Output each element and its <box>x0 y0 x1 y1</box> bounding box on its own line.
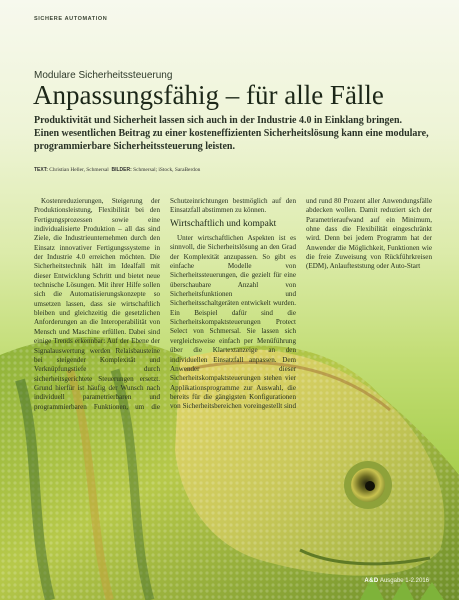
subheading: Wirtschaftlich und kompakt <box>170 218 277 229</box>
magazine-name: A&D <box>364 578 379 584</box>
issue-number: Ausgabe 1-2.2016 <box>379 578 429 584</box>
credit-text-label: TEXT: <box>34 167 48 173</box>
body-paragraph: Unter wirtschaftlichen Aspekten ist es sinnvoll, die Sicherheitslösung an den Grad der Komplexität anzupassen. So gibt es einfache Modelle von Sicherheitssteuerungen, die gezielt für eine überschaubare Anzahl von Sicherheitsfunktionen und Sicherheitsschaltgeräten entwickelt wurden. Ein Beispiel dafür sind die Sicherheitskompaktsteuerungen Protect Select von Schmersal. Sie lassen sich vergleichsweise einfach per Menüführung über die Klartextanzeige an den individuellen Einsatzfall anpassen. Dem Anwender dieser Sicherheitskompaktsteuerungen stehen vier Applikationsprogramme zur Auswahl, die bereits für die gängigsten Konfigurationen von Sicherheitsbereichen voreingestellt sind und rund 80 Prozent aller Anwendungsfälle abdecken wollen. Damit reduziert sich der Parametrieraufwand auf ein Minimum, ohne dass die Flexibilität eingeschränkt wird. Denn bei jedem Programm hat der Anwender die Möglichkeit, Funktionen wie die freie Zuweisung von Rückführkreisen (EDM), Anlaufteststung oder Auto-Start <box>170 197 432 411</box>
section-rubric: SICHERE AUTOMATION <box>34 16 108 22</box>
article-body <box>34 197 432 412</box>
credit-images-value: Schmersal; iStock, SaraBerdon <box>133 167 201 173</box>
credit-text-value: Christian Heller, Schmersal <box>49 167 109 173</box>
article-kicker: Modulare Sicherheitssteuerung <box>34 70 173 81</box>
credit-images-label: BILDER: <box>111 167 132 173</box>
article-credits <box>34 167 434 173</box>
page-footer <box>364 578 429 584</box>
article-lead: Produktivität und Sicherheit lassen sich auch in der Industrie 4.0 in Einklang bringen. Einen wesentlichen Beitrag zu einer kosteneffizienten Sicherheitslösung kann eine modulare, programmierbare Sicherheitssteuerung leisten. <box>34 115 429 152</box>
body-paragraph: Kostenreduzierungen, Steigerung der Produktionsleistung, Flexibilität bei den Fertigungsprozessen sowie eine individualisierte Produktion – all das sind Ziele, die Industrieunternehmen durch den Einsatz innovativer Fertigungssysteme in der Industrie 4.0 erreichen möchten. Die Sicherheitstechnik hält im Idealfall mit dieser Entwicklung Schritt und bietet neue technische Lösungen. Mit ihrer Hilfe sollen sich die Automatisierungskonzepte so umsetzen lassen, dass sie wirtschaftlich bleiben und gleichzeitig die gesetzlichen Anforderungen an die Interoperabilität von Mensch und Maschine erfüllen. Dabei sind einige Trends erkennbar: Auf der Ebene der Signalauswertung werden Relaisbausteine bei steigender Komplexität und Verknüpfungstiefe durch sicherheitsgerichtete Steuerungen ersetzt. Grund hierfür ist häufig der Wunsch nach individuell parametrierbaren und programmierbaren Funktionen, um die Schutzeinrichtungen bestmöglich auf den Einsatzfall abstimmen zu können. <box>34 197 296 411</box>
article-title: Anpassungsfähig – für alle Fälle <box>33 80 384 110</box>
